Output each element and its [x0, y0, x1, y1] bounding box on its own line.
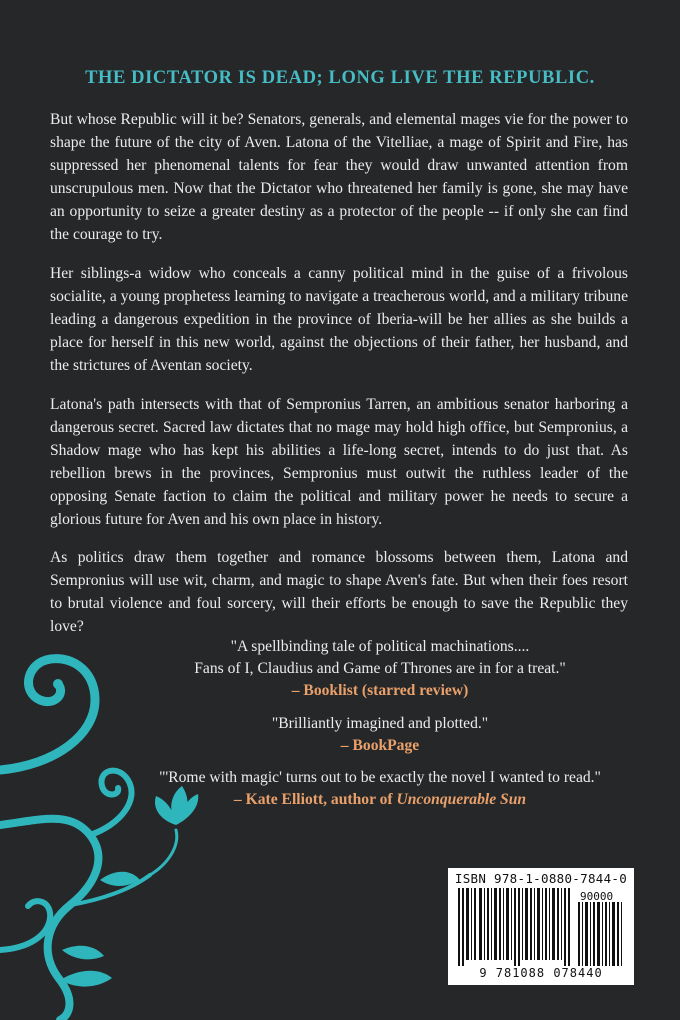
- quote-text-line: "Brilliantly imagined and plotted.": [271, 715, 489, 732]
- quote-source: – Booklist (starred review): [291, 682, 469, 699]
- blurb-paragraph-1: But whose Republic will it be? Senators, generals, and elemental mages vie for the power to shape the future of the city of Aven. Latona of the Vitelliae, a mage of Spirit and Fire, has suppressed her phenomenal talents for fear they would draw unwanted attention from unscrupulous men. Now that the Dictator who threatened her family is gone, she may have an opportunity to seize a greater destiny as a protector of the people -- if only she can find the courage to try.: [50, 111, 628, 243]
- quote-text-line: "'Rome with magic' turns out to be exactly the novel I wanted to read.": [159, 769, 601, 786]
- isbn-label: ISBN 978-1-0880-7844-0: [454, 871, 628, 886]
- quote-source-author: – Kate Elliott, author of: [233, 791, 397, 808]
- quote-text-line: "A spellbinding tale of political machinations....: [230, 638, 530, 655]
- blurb-paragraph-3: Latona's path intersects with that of Sempronius Tarren, an ambitious senator harboring a dangerous secret. Sacred law dictates that no mage may hold high office, but Sempronius, a Shadow mage who has kept his abilities a life-long secret, intends to do just that. As rebellion brews in the provinces, Sempronius must outwit the ruthless leader of the opposing Senate faction to claim the political and military power he needs to secure a glorious future for Aven and his own place in history.: [50, 396, 628, 528]
- swirl-ornament-icon: [0, 650, 220, 1020]
- quote-source: – BookPage: [340, 737, 420, 754]
- barcode-addon-number: 90000: [580, 890, 614, 903]
- quote-source-book-title: Unconquerable Sun: [396, 791, 527, 808]
- quote-text-line: Fans of I, Claudius and Game of Thrones are in for a treat.": [194, 660, 566, 677]
- isbn-barcode: [448, 868, 634, 985]
- barcode-ean-number: 9 781088 078440: [479, 966, 603, 980]
- blurb-paragraph-4: As politics draw them together and romance blossoms between them, Latona and Sempronius will use wit, charm, and magic to shape Aven's fate. But when their foes resort to brutal violence and foul sorcery, will their efforts be enough to save the Republic they love?: [50, 549, 628, 635]
- blurb-paragraph-2: Her siblings-a widow who conceals a canny political mind in the guise of a frivolous socialite, a young prophetess learning to navigate a treacherous world, and a military tribune leading a dangerous expedition in the province of Iberia-will be her allies as she builds a place for herself in this new world, against the objections of their father, her husband, and the strictures of Aventan society.: [50, 265, 628, 374]
- back-cover-headline: THE DICTATOR IS DEAD; LONG LIVE THE REPUBLIC.: [85, 68, 595, 88]
